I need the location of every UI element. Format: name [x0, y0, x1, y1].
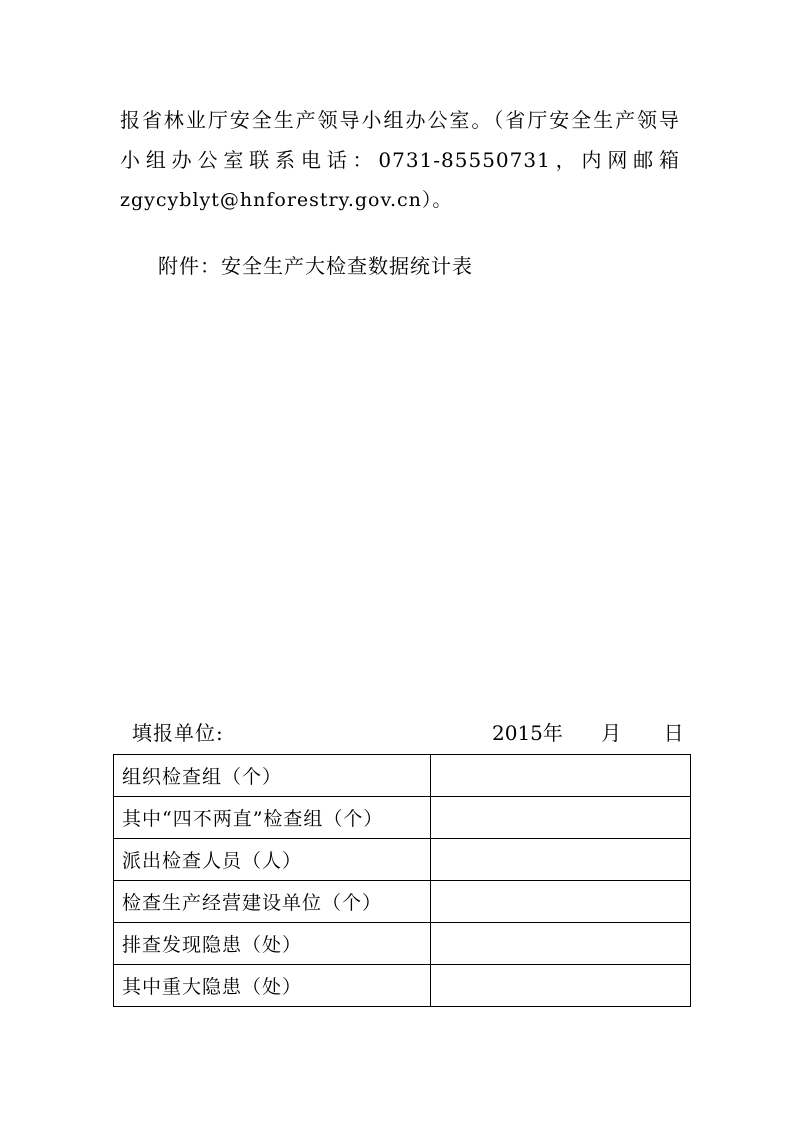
report-month-label: 月: [601, 721, 622, 745]
report-day-label: 日: [663, 721, 684, 745]
row-value-unannounced-teams[interactable]: [431, 797, 691, 839]
table-row: [114, 965, 691, 1007]
statistics-table: [113, 754, 691, 1007]
table-row: [114, 755, 691, 797]
row-label-inspectors-dispatched: 派出检查人员（人）: [114, 839, 431, 881]
table-row: [114, 923, 691, 965]
attachment-note: 附件：安全生产大检查数据统计表: [158, 254, 473, 278]
body-paragraph-line-1: 报省林业厅安全生产领导小组办公室。（省厅安全生产领导: [120, 108, 680, 132]
body-paragraph-line-3: zgycyblyt@hnforestry.gov.cn）。: [120, 189, 453, 211]
reporting-unit-label: 填报单位:: [132, 721, 224, 745]
row-value-inspectors-dispatched[interactable]: [431, 839, 691, 881]
table-row: [114, 797, 691, 839]
row-label-major-hazards: 其中重大隐患（处）: [114, 965, 431, 1007]
row-value-hazards-found[interactable]: [431, 923, 691, 965]
row-value-units-inspected[interactable]: [431, 881, 691, 923]
row-value-inspection-teams[interactable]: [431, 755, 691, 797]
table-row: [114, 881, 691, 923]
row-label-inspection-teams: 组织检查组（个）: [114, 755, 431, 797]
report-date: [492, 720, 684, 746]
table-row: [114, 839, 691, 881]
row-value-major-hazards[interactable]: [431, 965, 691, 1007]
row-label-units-inspected: 检查生产经营建设单位（个）: [114, 881, 431, 923]
row-label-hazards-found: 排查发现隐患（处）: [114, 923, 431, 965]
report-year: 2015年: [492, 721, 563, 745]
row-label-unannounced-teams: 其中“四不两直”检查组（个）: [114, 797, 431, 839]
body-paragraph-line-2: 小组办公室联系电话：0731-85550731，内网邮箱: [120, 148, 680, 172]
